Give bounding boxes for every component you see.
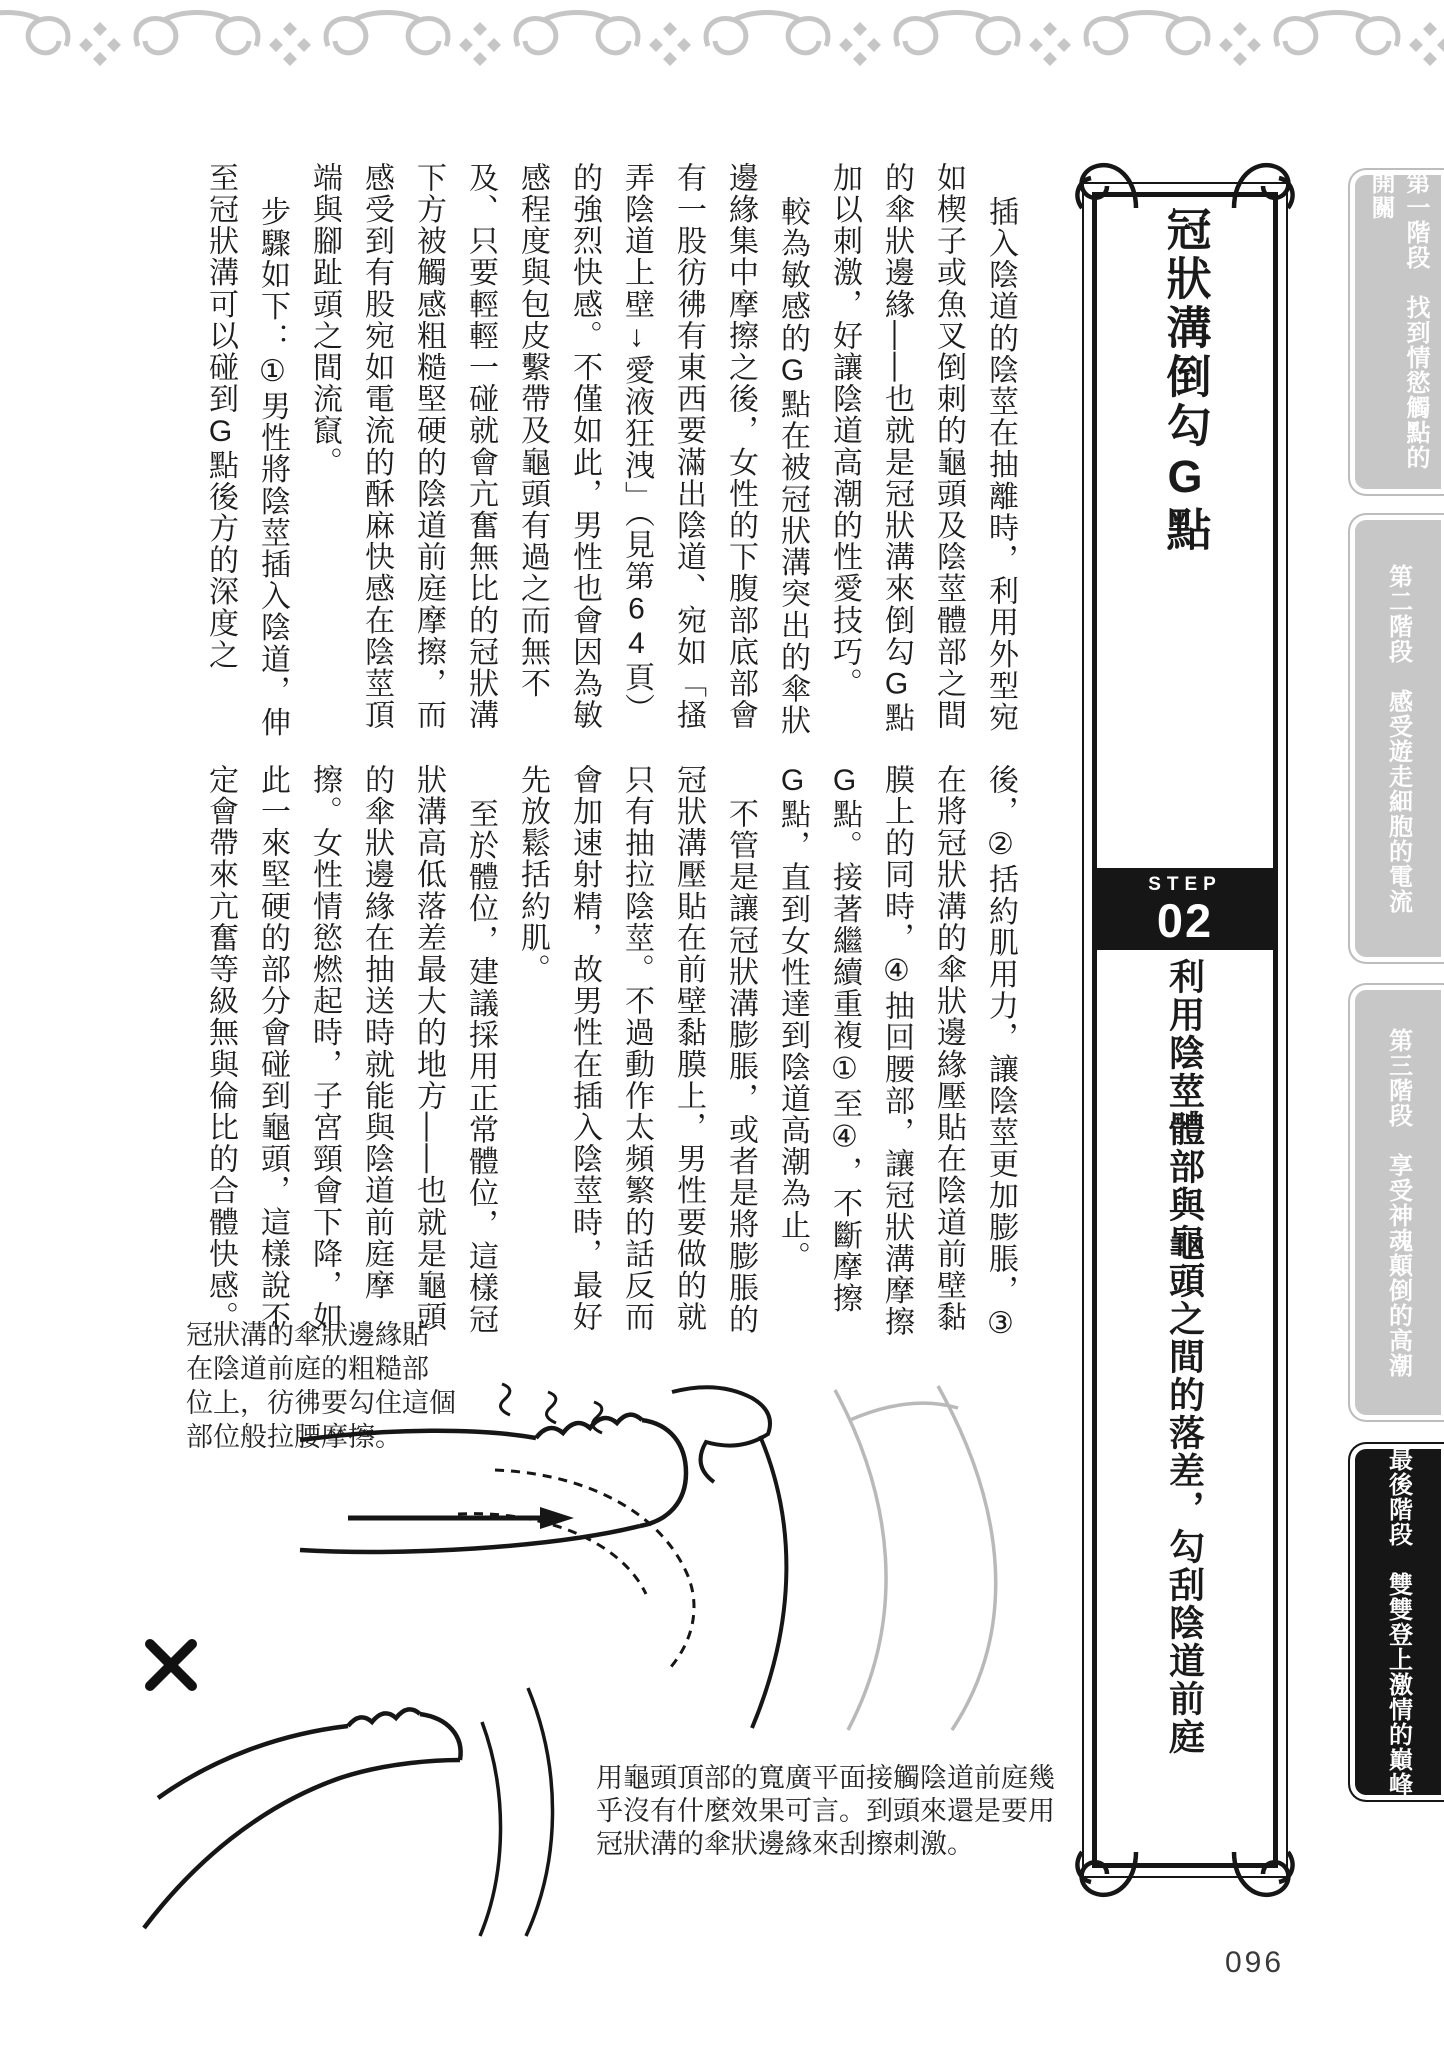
sidebar-tab-label: 最後階段 雙雙登上激情的巔峰 — [1384, 1447, 1412, 1797]
caption-line: 在陰道前庭的粗糙部 — [186, 1354, 429, 1384]
paragraph: 不管是讓冠狀溝膨脹，或者是將膨脹的冠狀溝壓貼在前壁黏膜上，男性要做的就只有抽拉陰莖。不過動作太頻繁的話反而會加速射精，故男性在插入陰莖時，最好先放鬆括約肌。 — [516, 764, 757, 1336]
caption-line: 部位般拉腰摩擦。 — [186, 1422, 402, 1452]
step-badge — [1097, 868, 1273, 950]
paragraph: 至於體位，建議採用正常體位，這樣冠狀溝高低落差最大的地方——也就是龜頭的傘狀邊緣在抽送時就能與陰道前庭摩擦。女性情慾燃起時，子宮頸會下降，如此一來堅硬的部分會碰到龜頭，這樣說不定會帶來亢奮等級無與倫比的合體快感。 — [204, 764, 497, 1336]
sidebar-tab-label: 第三階段 享受神魂顛倒的高潮 — [1384, 1027, 1412, 1378]
figure-caption-wrong — [596, 1762, 1055, 1861]
step-label: STEP — [1148, 873, 1222, 895]
vestibule-wall-outline — [480, 1688, 553, 1936]
wrong-technique-illustration — [130, 1630, 590, 1940]
sidebar-tab-stage-3 — [1348, 983, 1444, 1422]
paragraph: 較為敏感的G點在被冠狀溝突出的傘狀邊緣集中摩擦之後，女性的下腹部底部會有一股彷彿有東西要滿出陰道、宛如「搔弄陰道上壁↓愛液狂洩」（見第64頁）的強烈快感。不僅如此，男性也會因為敏感程度與包皮繫帶及龜頭有過之而無不及、只要輕輕一碰就會亢奮無比的冠狀溝下方被觸感粗糙堅硬的陰道前庭摩擦，而感受到有股宛如電流的酥麻快感在陰莖頂端與腳趾頭之間流竄。 — [308, 162, 809, 737]
penis-shaft-outline — [300, 1415, 686, 1552]
body-text-band-1 — [130, 162, 1026, 742]
body-text-band-2 — [130, 764, 1026, 1344]
section-title: 冠狀溝倒勾G點 — [1159, 206, 1211, 555]
caption-line: 冠狀溝的傘狀邊緣貼 — [186, 1320, 429, 1350]
step-number: 02 — [1156, 893, 1214, 947]
corner-flourish-icon — [1228, 156, 1300, 214]
x-mark-icon — [150, 1644, 192, 1686]
sidebar-tab-stage-final — [1348, 1442, 1444, 1802]
ornament-border — [0, 10, 1444, 72]
title-frame — [1082, 182, 1288, 1878]
caption-line: 用龜頭頂部的寬廣平面接觸陰道前庭幾 — [596, 1763, 1055, 1793]
paragraph: 步驟如下：①男性將陰莖插入陰道，伸至冠狀溝可以碰到G點後方的深度之 — [204, 162, 289, 739]
caption-line: 乎沒有什麼效果可言。到頭來還是要用 — [596, 1796, 1055, 1826]
penis-shaft-outline — [144, 1709, 461, 1928]
sidebar-tab-label: 第二階段 感受遊走細胞的電流 — [1384, 563, 1412, 914]
stroke-direction-arrow-icon — [348, 1507, 574, 1529]
paragraph: 插入陰道的陰莖在抽離時，利用外型宛如楔子或魚叉倒刺的龜頭及陰莖體部之間的傘狀邊緣——也就是冠狀溝來倒勾G點加以刺激，好讓陰道高潮的性愛技巧。 — [828, 162, 1017, 734]
caption-line: 位上，彷彿要勾住這個 — [186, 1388, 456, 1418]
paragraph: 後，②括約肌用力，讓陰莖更加膨脹，③在將冠狀溝的傘狀邊緣壓貼在陰道前壁黏膜上的同時，④抽回腰部，讓冠狀溝摩擦G點。接著繼續重複①至④，不斷摩擦G點，直到女性達到陰道高潮為止。 — [776, 764, 1017, 1343]
sidebar-tab-stage-2 — [1348, 513, 1444, 964]
corner-flourish-icon — [1228, 1846, 1300, 1904]
page-number: 096 — [1225, 1946, 1285, 1979]
section-subtitle: 利用陰莖體部與龜頭之間的落差，勾刮陰道前庭 — [1164, 958, 1206, 1756]
caption-line: 冠狀溝的傘狀邊緣來刮擦刺激。 — [596, 1829, 974, 1859]
corner-flourish-icon — [1070, 1846, 1142, 1904]
sidebar-tab-label: 第一階段 找到情慾觸點的開關 — [1367, 170, 1429, 470]
corner-flourish-icon — [1070, 156, 1142, 214]
sidebar-tab-stage-1 — [1348, 168, 1444, 496]
